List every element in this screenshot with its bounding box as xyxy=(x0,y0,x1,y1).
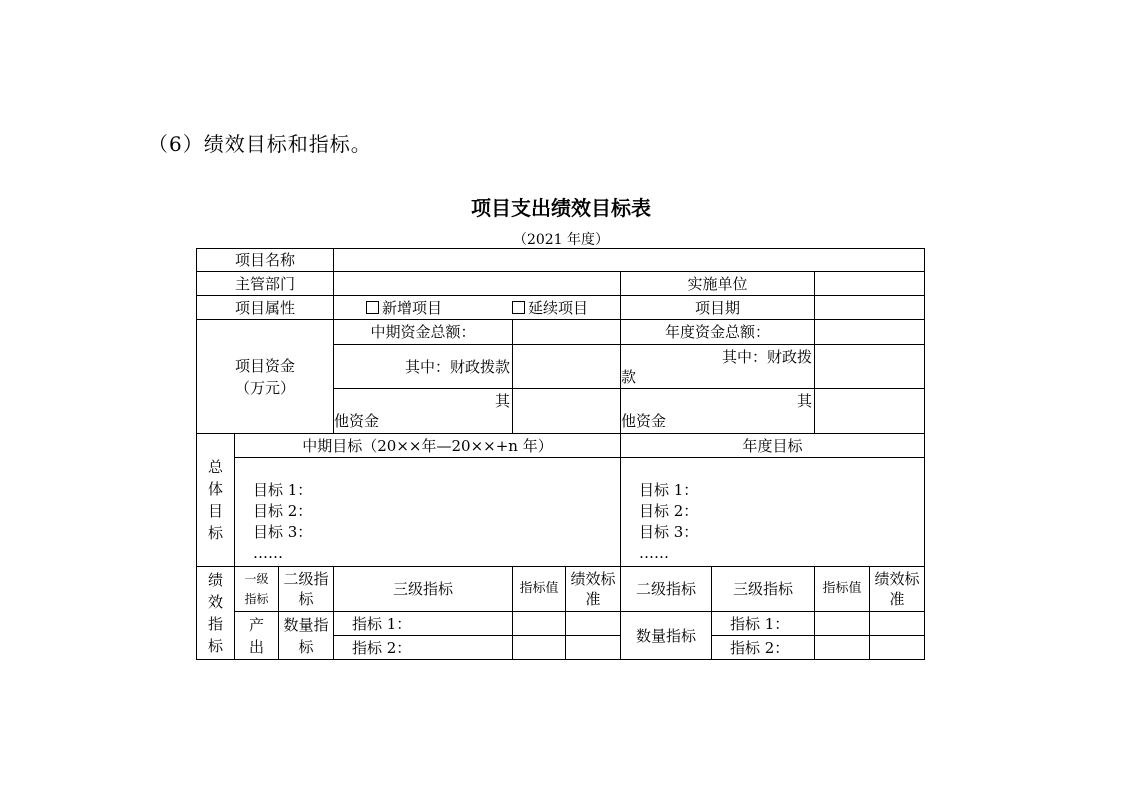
midterm-goal-header: 中期目标（20××年—20××+n 年） xyxy=(234,433,621,458)
goals-side-char: 体 xyxy=(207,480,223,498)
level2-header-line2: 标 xyxy=(298,590,314,608)
other-right-label xyxy=(620,388,815,434)
standard-header-left xyxy=(565,566,621,612)
standard-header-right xyxy=(869,566,925,612)
quantity-label-left xyxy=(278,611,334,660)
table-title: 项目支出绩效目标表 xyxy=(471,196,651,220)
level2-header-line1: 二级指 xyxy=(283,570,329,588)
department-label: 主管部门 xyxy=(196,271,334,296)
goal-item: 目标 3： xyxy=(253,523,313,541)
table-subtitle: （2021 年度） xyxy=(512,232,610,248)
level2-header-right: 二级指标 xyxy=(620,566,712,612)
annual-total-value[interactable] xyxy=(814,319,925,345)
value-header-left: 指标值 xyxy=(512,566,566,612)
other-left-line2: 他资金 xyxy=(334,412,380,430)
attribute-label: 项目属性 xyxy=(196,295,334,320)
midterm-total-value[interactable] xyxy=(512,319,621,345)
goal-item: 目标 1： xyxy=(639,481,699,499)
indicator-1-value-right[interactable] xyxy=(814,611,870,636)
indicator-1-standard-right[interactable] xyxy=(869,611,925,636)
fiscal-right-label xyxy=(620,344,815,389)
indicator-1-left[interactable]: 指标 1： xyxy=(333,611,513,636)
funds-label-line2: （万元） xyxy=(234,378,295,397)
fiscal-right-line1: 其中：财政拨 xyxy=(721,348,812,366)
fiscal-right-line2: 款 xyxy=(621,368,637,386)
period-label: 项目期 xyxy=(620,295,815,320)
option-new[interactable] xyxy=(366,298,442,318)
period-value[interactable] xyxy=(814,295,925,320)
indicators-side-char: 效 xyxy=(207,593,223,611)
value-header-right: 指标值 xyxy=(814,566,870,612)
goal-item: …… xyxy=(253,544,283,562)
performance-table xyxy=(196,248,925,660)
goals-side-char: 标 xyxy=(207,524,223,542)
goals-side-char: 目 xyxy=(207,502,223,520)
indicator-2-left[interactable]: 指标 2： xyxy=(333,635,513,660)
output-label xyxy=(234,611,279,660)
annual-total-label: 年度资金总额： xyxy=(620,319,815,345)
implementer-label: 实施单位 xyxy=(620,271,815,296)
other-left-line1: 其 xyxy=(494,392,510,410)
section-heading: （6）绩效目标和指标。 xyxy=(148,132,372,156)
level3-header-left: 三级指标 xyxy=(333,566,513,612)
other-right-line2: 他资金 xyxy=(621,412,667,430)
fiscal-left-label: 其中：财政拨款 xyxy=(333,344,513,389)
department-value[interactable] xyxy=(333,271,621,296)
other-left-label xyxy=(333,388,513,434)
annual-goal-body[interactable] xyxy=(620,457,925,567)
indicator-2-standard-right[interactable] xyxy=(869,635,925,660)
project-name-value[interactable] xyxy=(333,248,925,272)
checkbox-icon xyxy=(512,301,525,314)
indicator-2-right[interactable]: 指标 2： xyxy=(711,635,815,660)
goal-item: 目标 2： xyxy=(253,502,313,520)
indicator-2-standard-left[interactable] xyxy=(565,635,621,660)
option-continued[interactable] xyxy=(512,298,588,318)
other-right-value[interactable] xyxy=(814,388,925,434)
indicator-1-value-left[interactable] xyxy=(512,611,566,636)
standard-header-line1: 绩效标 xyxy=(874,570,920,588)
funds-label-line1: 项目资金 xyxy=(234,356,295,375)
midterm-total-label: 中期资金总额： xyxy=(333,319,513,345)
goal-item: 目标 2： xyxy=(639,502,699,520)
checkbox-icon xyxy=(366,301,379,314)
indicators-side-label xyxy=(196,566,235,660)
level1-header-line2: 指标 xyxy=(244,592,269,606)
indicators-side-char: 指 xyxy=(207,615,223,633)
goal-item: …… xyxy=(639,544,669,562)
quantity-label-right: 数量指标 xyxy=(620,611,712,660)
funds-label xyxy=(196,319,334,434)
standard-header-line2: 准 xyxy=(585,590,601,608)
standard-header-line1: 绩效标 xyxy=(570,570,616,588)
indicator-2-value-right[interactable] xyxy=(814,635,870,660)
other-left-value[interactable] xyxy=(512,388,621,434)
indicators-side-char: 绩 xyxy=(207,571,223,589)
project-name-label: 项目名称 xyxy=(196,248,334,272)
option-new-label: 新增项目 xyxy=(381,298,442,317)
goal-item: 目标 3： xyxy=(639,523,699,541)
output-label-line2: 出 xyxy=(248,637,264,656)
level1-header-line1: 一级 xyxy=(244,572,269,586)
indicator-1-right[interactable]: 指标 1： xyxy=(711,611,815,636)
output-label-line1: 产 xyxy=(248,615,264,634)
goals-side-char: 总 xyxy=(207,458,223,476)
annual-goal-header: 年度目标 xyxy=(620,433,925,458)
indicator-1-standard-left[interactable] xyxy=(565,611,621,636)
indicator-2-value-left[interactable] xyxy=(512,635,566,660)
attribute-options xyxy=(333,295,621,320)
indicators-side-char: 标 xyxy=(207,637,223,655)
other-right-line1: 其 xyxy=(796,392,812,410)
standard-header-line2: 准 xyxy=(889,590,905,608)
fiscal-left-value[interactable] xyxy=(512,344,621,389)
level2-header-left xyxy=(278,566,334,612)
option-continued-label: 延续项目 xyxy=(528,298,589,317)
level1-header xyxy=(234,566,279,612)
midterm-goal-body[interactable] xyxy=(234,457,621,567)
goals-side-label xyxy=(196,433,235,567)
quantity-line1: 数量指 xyxy=(283,615,329,634)
fiscal-right-value[interactable] xyxy=(814,344,925,389)
quantity-line2: 标 xyxy=(298,637,314,656)
goal-item: 目标 1： xyxy=(253,481,313,499)
implementer-value[interactable] xyxy=(814,271,925,296)
level3-header-right: 三级指标 xyxy=(711,566,815,612)
